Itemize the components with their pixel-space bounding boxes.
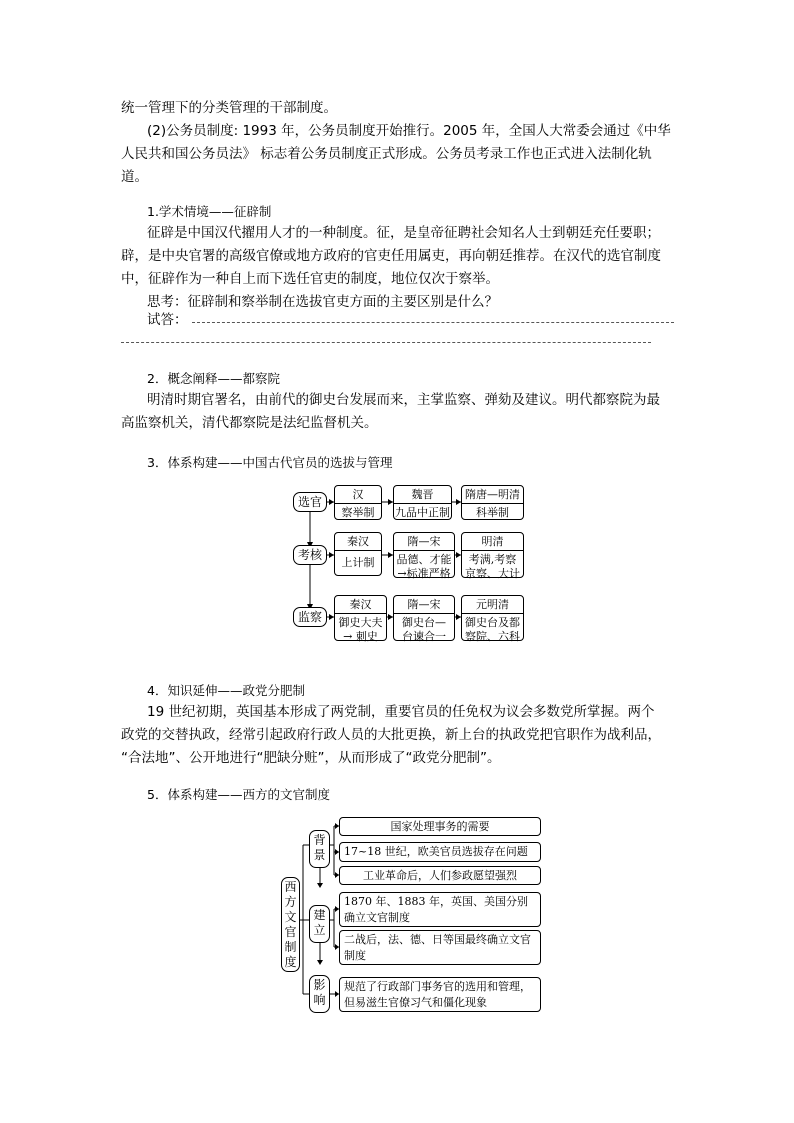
box-body-line-2: →标准严格 [397, 567, 451, 580]
box-body-line-1: 品德、才能 [396, 553, 452, 566]
box-han-recommendation [334, 485, 382, 520]
influence-item-1: 规范了行政部门事务官的选用和管理，但易滋生官僚习气和僵化现象 [339, 977, 541, 1012]
section-5-title: 5．体系构建——西方的文官制度 [147, 787, 330, 802]
section-4-para-2: 政党的交替执政，经常引起政府行政人员的大批更换，新上台的执政党把官职作为战利品， [121, 727, 661, 743]
box-body-line-2: 察院、六科 [465, 630, 520, 643]
box-body-line-2: → 刺史 [343, 630, 378, 643]
box-body: 科举制 [476, 506, 509, 519]
establishment-item-1: 1870 年、1883 年，英国、美国分别确立文官制度 [339, 892, 541, 927]
section-4-para-1: 19 世纪初期，英国基本形成了两党制，重要官员的任免权为议会多数党所掌握。两个 [147, 704, 655, 720]
box-head: 汉 [335, 486, 381, 504]
section-4-title: 4．知识延伸——政党分肥制 [147, 683, 305, 698]
box-head: 明清 [462, 533, 523, 551]
section-1-title: 1.学术情境——征辟制 [147, 204, 272, 219]
intro-line-4: 道。 [121, 169, 148, 185]
section-1-question: 思考：征辟制和察举制在选拔官吏方面的主要区别是什么？ [147, 294, 498, 310]
box-head: 隋—宋 [394, 533, 454, 551]
background-item-1: 国家处理事务的需要 [339, 817, 541, 836]
branch-label-establishment: 建立 [309, 905, 330, 943]
section-1-para-3: 中，征辟作为一种自上而下选任官吏的制度，地位仅次于察举。 [121, 271, 499, 287]
box-yuan-ming-qing-censorate [461, 595, 524, 641]
box-sui-qing-exam [461, 485, 524, 520]
box-head: 元明清 [462, 596, 523, 614]
box-head: 秦汉 [335, 533, 381, 551]
box-body-line-1: 御史台及都 [465, 616, 520, 629]
section-2-para-1: 明清时期官署名，由前代的御史台发展而来，主掌监察、弹劾及建议。明代都察院为最 [147, 392, 660, 408]
box-qinhan-censor [334, 595, 387, 641]
row-label-assessment: 考核 [293, 545, 327, 565]
box-sui-song-standards [393, 532, 455, 578]
establishment-item-2: 二战后，法、德、日等国最终确立文官制度 [339, 930, 541, 965]
box-body-line-1: 考满,考察 [468, 553, 517, 566]
box-sui-song-censorate [393, 595, 455, 641]
box-head: 隋唐—明清 [462, 486, 523, 504]
branch-label-influence: 影响 [309, 975, 330, 1013]
box-body: 九品中正制 [395, 506, 450, 519]
section-1-para-2: 辟，是中央官署的高级官僚或地方政府的官吏任用属吏，再向朝廷推荐。在汉代的选官制度 [121, 248, 661, 264]
box-body-line-2: 京察、大计 [465, 567, 520, 580]
box-body: 察举制 [341, 506, 375, 519]
tree-root-western-civil-service: 西方文官制度 [281, 877, 300, 972]
section-4-para-3: “合法地”、公开地进行“肥缺分赃”，从而形成了“政党分肥制”。 [121, 750, 501, 766]
box-weijin-nine-rank [393, 485, 452, 520]
box-body-line-2: 台谏合一 [402, 630, 446, 643]
branch-label-background: 背景 [309, 830, 330, 868]
box-body-line-1: 御史台— [402, 616, 446, 629]
background-item-2: 17~18 世纪，欧美官员选拔存在问题 [339, 842, 541, 862]
box-head: 魏晋 [394, 486, 451, 504]
intro-line-3: 人民共和国公务员法》 标志着公务员制度正式形成。公务员考录工作也正式进入法制化轨 [121, 146, 652, 162]
section-3-title: 3．体系构建——中国古代官员的选拔与管理 [147, 455, 393, 470]
row-label-supervision: 监察 [293, 607, 327, 627]
section-1-para-1: 征辟是中国汉代擢用人才的一种制度。征，是皇帝征聘社会知名人士到朝廷充任要职； [147, 225, 660, 241]
intro-line-1: 统一管理下的分类管理的干部制度。 [121, 100, 337, 116]
box-head: 隋—宋 [394, 596, 454, 614]
box-body: 上计制 [341, 556, 375, 569]
box-qinhan-report [334, 532, 382, 576]
box-body-line-1: 御史大夫 [338, 616, 383, 629]
row-label-selection: 选官 [293, 492, 327, 512]
section-2-title: 2．概念阐释——都察院 [147, 371, 280, 386]
answer-label: 试答： [147, 312, 188, 328]
section-2-para-2: 高监察机关，清代都察院是法纪监督机关。 [121, 415, 378, 431]
intro-line-2: (2)公务员制度: 1993 年，公务员制度开始推行。2005 年，全国人大常委会通过《中华 [147, 123, 671, 139]
box-head: 秦汉 [335, 596, 386, 614]
box-mingqing-evaluation [461, 532, 524, 578]
background-item-3: 工业革命后，人们参政愿望强烈 [339, 866, 541, 885]
